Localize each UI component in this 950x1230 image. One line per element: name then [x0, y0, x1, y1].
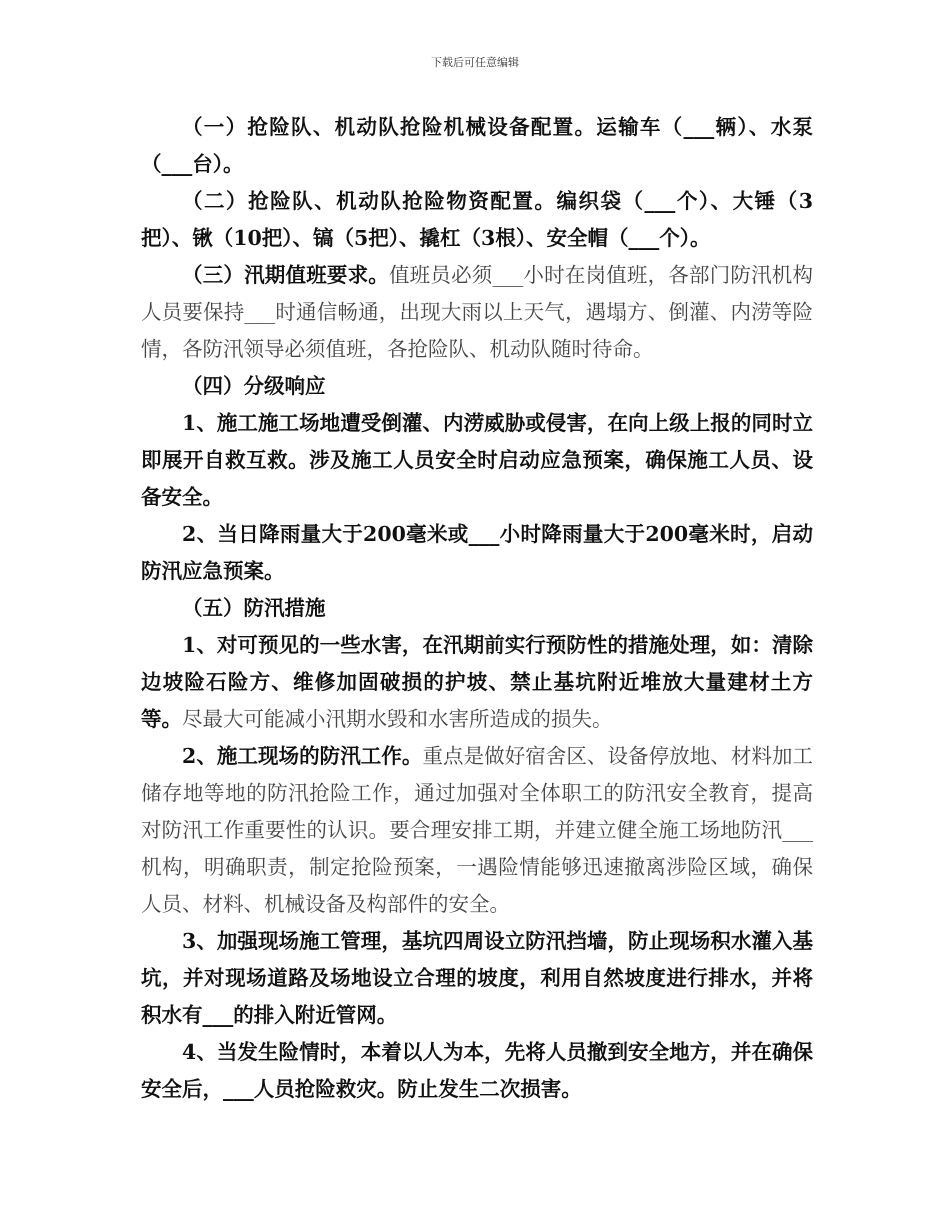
paragraph-materials — [141, 183, 813, 257]
page-header: 下载后可任意编辑 — [431, 56, 519, 69]
paragraph-bold-text: 2、当日降雨量大于200毫米或___小时降雨量大于200毫米时，启动防汛应急预案。 — [141, 522, 813, 583]
paragraph-response-1 — [141, 405, 813, 516]
paragraph-response-heading — [141, 368, 813, 405]
paragraph-measure-1 — [141, 627, 813, 738]
paragraph-measure-2 — [141, 738, 813, 923]
paragraph-normal-text: 重点是做好宿舍区、设备停放地、材料加工储存地等地的防汛抢险工作，通过加强对全体职工的防汛安全教育，提高对防汛工作重要性的认识。要合理安排工期，并建立健全施工场地防汛___机构，明确职责，制定抢险预案，一遇险情能够迅速撤离涉险区域，确保人员、材料、机械设备及构部件的安全。 — [141, 744, 814, 916]
paragraph-bold-text: 2、施工现场的防汛工作。 — [182, 744, 423, 768]
paragraph-bold-text: 3、加强现场施工管理，基坑四周设立防汛挡墙，防止现场积水灌入基坑，并对现场道路及场地设立合理的坡度，利用自然坡度进行排水，并将积水有___的排入附近管网。 — [141, 929, 813, 1027]
paragraph-bold-text: （一）抢险队、机动队抢险机械设备配置。运输车（___辆）、水泵（___台）。 — [141, 115, 813, 176]
paragraph-bold-text: （五）防汛措施 — [182, 596, 326, 620]
paragraph-bold-text: （四）分级响应 — [182, 374, 326, 398]
paragraph-bold-text: （三）汛期值班要求。 — [182, 263, 389, 287]
paragraph-measures-heading — [141, 590, 813, 627]
paragraph-response-2 — [141, 516, 813, 590]
paragraph-bold-text: 1、施工施工场地遭受倒灌、内涝威胁或侵害，在向上级上报的同时立即展开自救互救。涉及施工人员安全时启动应急预案，确保施工人员、设备安全。 — [141, 411, 813, 509]
paragraph-duty — [141, 257, 813, 368]
paragraph-normal-text: 尽最大可能减小汛期水毁和水害所造成的损失。 — [182, 707, 613, 731]
paragraph-normal-text: 值班员必须___小时在岗值班，各部门防汛机构人员要保持___时通信畅通，出现大雨以上天气，遇塌方、倒灌、内涝等险情，各防汛领导必须值班，各抢险队、机动队随时待命。 — [141, 263, 814, 361]
document-body — [141, 109, 813, 1108]
paragraph-measure-4 — [141, 1034, 813, 1108]
paragraph-bold-text: （二）抢险队、机动队抢险物资配置。编织袋（___个）、大锤（3把）、锹（10把）、镐（5把）、撬杠（3根）、安全帽（___个）。 — [141, 189, 813, 250]
paragraph-bold-text: 1、对可预见的一些水害，在汛期前实行预防性的措施处理，如：清除边坡险石险方、维修加固破损的护坡、禁止基坑附近堆放大量建材土方等。 — [141, 633, 813, 731]
paragraph-measure-3 — [141, 923, 813, 1034]
paragraph-bold-text: 4、当发生险情时，本着以人为本，先将人员撤到安全地方，并在确保安全后，___人员抢险救灾。防止发生二次损害。 — [141, 1040, 813, 1101]
paragraph-equipment — [141, 109, 813, 183]
